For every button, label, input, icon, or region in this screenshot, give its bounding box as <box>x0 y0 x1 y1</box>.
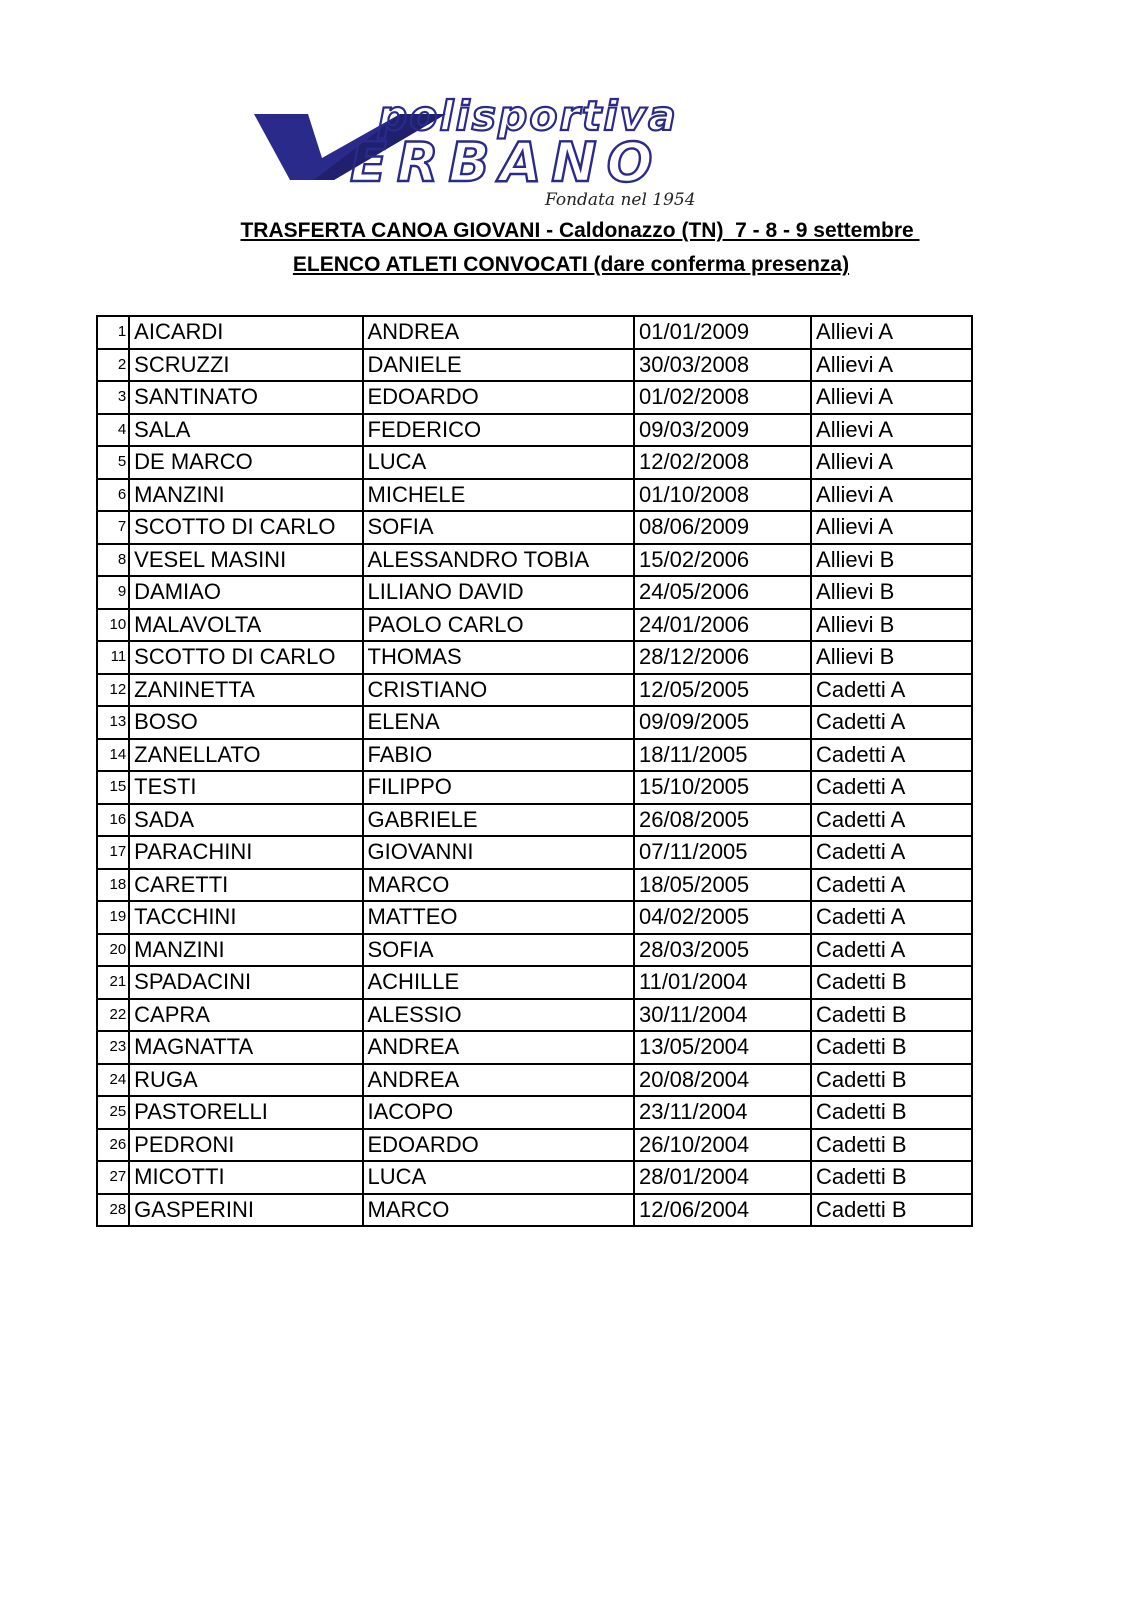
birth-date-cell: 18/05/2005 <box>634 869 811 902</box>
category-cell: Cadetti B <box>811 999 972 1032</box>
surname-cell: PEDRONI <box>129 1129 362 1162</box>
birth-date-cell: 24/05/2006 <box>634 576 811 609</box>
first-name-cell: SOFIA <box>363 511 635 544</box>
category-cell: Allievi A <box>811 316 972 349</box>
row-number-cell: 10 <box>97 609 129 642</box>
row-number-cell: 23 <box>97 1031 129 1064</box>
birth-date-cell: 12/06/2004 <box>634 1194 811 1227</box>
table-row <box>97 1096 972 1129</box>
birth-date-cell: 08/06/2009 <box>634 511 811 544</box>
birth-date-cell: 30/03/2008 <box>634 349 811 382</box>
table-row <box>97 641 972 674</box>
row-number-cell: 26 <box>97 1129 129 1162</box>
surname-cell: GASPERINI <box>129 1194 362 1227</box>
table-row <box>97 1064 972 1097</box>
table-row <box>97 674 972 707</box>
table-row <box>97 479 972 512</box>
row-number-cell: 2 <box>97 349 129 382</box>
row-number-cell: 16 <box>97 804 129 837</box>
surname-cell: SCOTTO DI CARLO <box>129 511 362 544</box>
row-number-cell: 13 <box>97 706 129 739</box>
category-cell: Allievi B <box>811 576 972 609</box>
first-name-cell: ANDREA <box>363 1031 635 1064</box>
birth-date-cell: 07/11/2005 <box>634 836 811 869</box>
surname-cell: BOSO <box>129 706 362 739</box>
birth-date-cell: 01/02/2008 <box>634 381 811 414</box>
first-name-cell: FABIO <box>363 739 635 772</box>
table-row <box>97 511 972 544</box>
category-cell: Cadetti A <box>811 739 972 772</box>
category-cell: Allievi A <box>811 381 972 414</box>
row-number-cell: 7 <box>97 511 129 544</box>
row-number-cell: 5 <box>97 446 129 479</box>
category-cell: Cadetti B <box>811 1064 972 1097</box>
birth-date-cell: 04/02/2005 <box>634 901 811 934</box>
surname-cell: MAGNATTA <box>129 1031 362 1064</box>
first-name-cell: PAOLO CARLO <box>363 609 635 642</box>
row-number-cell: 27 <box>97 1161 129 1194</box>
surname-cell: CAPRA <box>129 999 362 1032</box>
surname-cell: PASTORELLI <box>129 1096 362 1129</box>
surname-cell: SCOTTO DI CARLO <box>129 641 362 674</box>
surname-cell: ZANELLATO <box>129 739 362 772</box>
row-number-cell: 20 <box>97 934 129 967</box>
row-number-cell: 19 <box>97 901 129 934</box>
category-cell: Allievi A <box>811 479 972 512</box>
birth-date-cell: 24/01/2006 <box>634 609 811 642</box>
first-name-cell: ACHILLE <box>363 966 635 999</box>
first-name-cell: ALESSIO <box>363 999 635 1032</box>
table-row <box>97 934 972 967</box>
birth-date-cell: 18/11/2005 <box>634 739 811 772</box>
row-number-cell: 4 <box>97 414 129 447</box>
birth-date-cell: 28/03/2005 <box>634 934 811 967</box>
birth-date-cell: 28/01/2004 <box>634 1161 811 1194</box>
surname-cell: PARACHINI <box>129 836 362 869</box>
table-row <box>97 544 972 577</box>
row-number-cell: 24 <box>97 1064 129 1097</box>
table-row <box>97 869 972 902</box>
first-name-cell: THOMAS <box>363 641 635 674</box>
document-subtitle: ELENCO ATLETI CONVOCATI (dare conferma presenza) <box>292 253 850 276</box>
surname-cell: SALA <box>129 414 362 447</box>
first-name-cell: LUCA <box>363 446 635 479</box>
first-name-cell: DANIELE <box>363 349 635 382</box>
birth-date-cell: 20/08/2004 <box>634 1064 811 1097</box>
surname-cell: DAMIAO <box>129 576 362 609</box>
first-name-cell: GIOVANNI <box>363 836 635 869</box>
surname-cell: SANTINATO <box>129 381 362 414</box>
first-name-cell: SOFIA <box>363 934 635 967</box>
category-cell: Cadetti A <box>811 706 972 739</box>
surname-cell: SADA <box>129 804 362 837</box>
table-row <box>97 771 972 804</box>
surname-cell: SCRUZZI <box>129 349 362 382</box>
surname-cell: MICOTTI <box>129 1161 362 1194</box>
table-row <box>97 999 972 1032</box>
surname-cell: CARETTI <box>129 869 362 902</box>
brand-name-small: polisportiva <box>378 92 678 140</box>
birth-date-cell: 09/03/2009 <box>634 414 811 447</box>
first-name-cell: MICHELE <box>363 479 635 512</box>
table-row <box>97 966 972 999</box>
category-cell: Cadetti A <box>811 934 972 967</box>
first-name-cell: LILIANO DAVID <box>363 576 635 609</box>
table-row <box>97 706 972 739</box>
table-row <box>97 1161 972 1194</box>
first-name-cell: MARCO <box>363 869 635 902</box>
table-row <box>97 446 972 479</box>
category-cell: Allievi A <box>811 414 972 447</box>
birth-date-cell: 28/12/2006 <box>634 641 811 674</box>
surname-cell: DE MARCO <box>129 446 362 479</box>
table-row <box>97 414 972 447</box>
row-number-cell: 8 <box>97 544 129 577</box>
surname-cell: MALAVOLTA <box>129 609 362 642</box>
first-name-cell: ALESSANDRO TOBIA <box>363 544 635 577</box>
surname-cell: TESTI <box>129 771 362 804</box>
category-cell: Allievi B <box>811 641 972 674</box>
table-row <box>97 739 972 772</box>
row-number-cell: 15 <box>97 771 129 804</box>
birth-date-cell: 11/01/2004 <box>634 966 811 999</box>
birth-date-cell: 01/10/2008 <box>634 479 811 512</box>
table-row <box>97 1129 972 1162</box>
row-number-cell: 28 <box>97 1194 129 1227</box>
table-row <box>97 381 972 414</box>
row-number-cell: 18 <box>97 869 129 902</box>
row-number-cell: 22 <box>97 999 129 1032</box>
surname-cell: MANZINI <box>129 934 362 967</box>
document-title: TRASFERTA CANOA GIOVANI - Caldonazzo (TN) 7 - 8 - 9 settembre <box>240 219 920 242</box>
table-row <box>97 609 972 642</box>
category-cell: Cadetti A <box>811 674 972 707</box>
category-cell: Allievi A <box>811 349 972 382</box>
category-cell: Cadetti A <box>811 836 972 869</box>
birth-date-cell: 15/10/2005 <box>634 771 811 804</box>
table-row <box>97 349 972 382</box>
row-number-cell: 11 <box>97 641 129 674</box>
surname-cell: SPADACINI <box>129 966 362 999</box>
brand-name-big: ERBANO <box>350 131 663 194</box>
surname-cell: VESEL MASINI <box>129 544 362 577</box>
first-name-cell: ANDREA <box>363 1064 635 1097</box>
category-cell: Cadetti A <box>811 771 972 804</box>
row-number-cell: 1 <box>97 316 129 349</box>
birth-date-cell: 26/08/2005 <box>634 804 811 837</box>
first-name-cell: EDOARDO <box>363 1129 635 1162</box>
athletes-table-body <box>97 316 972 1226</box>
first-name-cell: MATTEO <box>363 901 635 934</box>
birth-date-cell: 09/09/2005 <box>634 706 811 739</box>
category-cell: Cadetti B <box>811 1129 972 1162</box>
row-number-cell: 12 <box>97 674 129 707</box>
birth-date-cell: 12/05/2005 <box>634 674 811 707</box>
first-name-cell: EDOARDO <box>363 381 635 414</box>
birth-date-cell: 23/11/2004 <box>634 1096 811 1129</box>
table-row <box>97 576 972 609</box>
category-cell: Cadetti B <box>811 1031 972 1064</box>
category-cell: Allievi B <box>811 544 972 577</box>
row-number-cell: 21 <box>97 966 129 999</box>
birth-date-cell: 15/02/2006 <box>634 544 811 577</box>
first-name-cell: ELENA <box>363 706 635 739</box>
first-name-cell: CRISTIANO <box>363 674 635 707</box>
category-cell: Cadetti A <box>811 869 972 902</box>
category-cell: Cadetti B <box>811 966 972 999</box>
row-number-cell: 3 <box>97 381 129 414</box>
row-number-cell: 9 <box>97 576 129 609</box>
first-name-cell: FEDERICO <box>363 414 635 447</box>
row-number-cell: 14 <box>97 739 129 772</box>
surname-cell: ZANINETTA <box>129 674 362 707</box>
category-cell: Allievi B <box>811 609 972 642</box>
table-row <box>97 1031 972 1064</box>
row-number-cell: 25 <box>97 1096 129 1129</box>
table-row <box>97 901 972 934</box>
first-name-cell: ANDREA <box>363 316 635 349</box>
birth-date-cell: 26/10/2004 <box>634 1129 811 1162</box>
category-cell: Allievi A <box>811 446 972 479</box>
birth-date-cell: 12/02/2008 <box>634 446 811 479</box>
row-number-cell: 17 <box>97 836 129 869</box>
first-name-cell: FILIPPO <box>363 771 635 804</box>
row-number-cell: 6 <box>97 479 129 512</box>
category-cell: Cadetti A <box>811 901 972 934</box>
birth-date-cell: 01/01/2009 <box>634 316 811 349</box>
table-row <box>97 836 972 869</box>
category-cell: Cadetti A <box>811 804 972 837</box>
birth-date-cell: 30/11/2004 <box>634 999 811 1032</box>
first-name-cell: LUCA <box>363 1161 635 1194</box>
table-row <box>97 804 972 837</box>
surname-cell: RUGA <box>129 1064 362 1097</box>
category-cell: Cadetti B <box>811 1194 972 1227</box>
surname-cell: MANZINI <box>129 479 362 512</box>
category-cell: Cadetti B <box>811 1096 972 1129</box>
first-name-cell: MARCO <box>363 1194 635 1227</box>
surname-cell: AICARDI <box>129 316 362 349</box>
table-row <box>97 1194 972 1227</box>
athletes-table <box>96 315 973 1227</box>
brand-founded-tagline: Fondata nel 1954 <box>545 190 696 210</box>
table-row <box>97 316 972 349</box>
surname-cell: TACCHINI <box>129 901 362 934</box>
first-name-cell: GABRIELE <box>363 804 635 837</box>
first-name-cell: IACOPO <box>363 1096 635 1129</box>
birth-date-cell: 13/05/2004 <box>634 1031 811 1064</box>
category-cell: Allievi A <box>811 511 972 544</box>
category-cell: Cadetti B <box>811 1161 972 1194</box>
